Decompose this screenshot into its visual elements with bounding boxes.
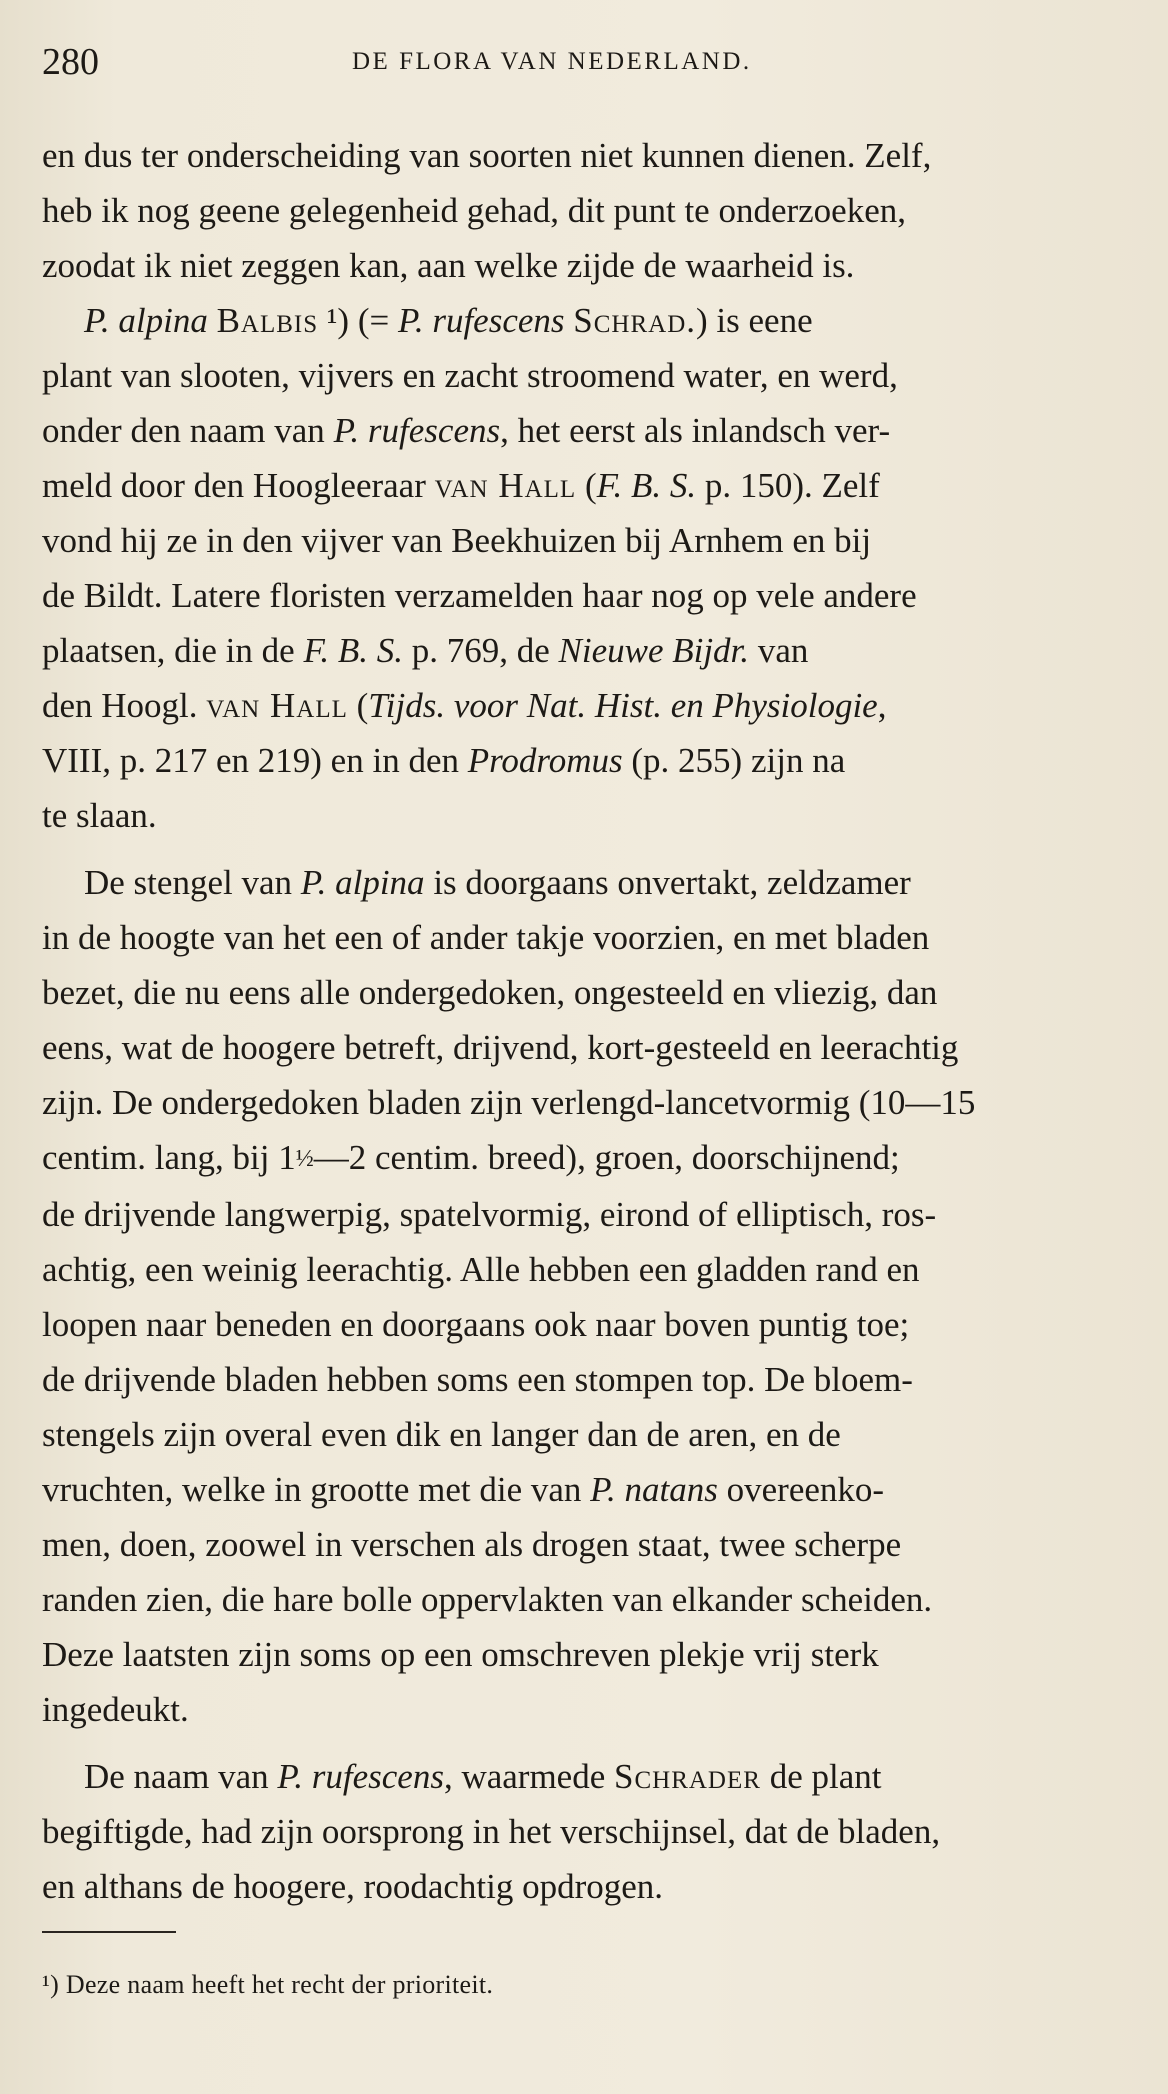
paragraph-1 xyxy=(42,128,1122,293)
text-run: De stengel van xyxy=(84,863,301,902)
species-name: P. alpina xyxy=(300,863,425,902)
text-run: onder den naam van xyxy=(42,411,334,450)
fraction: ½ xyxy=(295,1146,314,1172)
footnote-marker: ¹) xyxy=(42,1970,60,1999)
text-run: VIII, p. 217 en 219) en in den xyxy=(42,741,468,780)
paragraph-2 xyxy=(42,293,1122,843)
footnote xyxy=(42,1970,493,2000)
text-line: heb ik nog geene gelegenheid gehad, dit punt te onderzoeken, xyxy=(42,191,906,230)
text-line: vond hij ze in den vijver van Beekhuizen bij Arnhem en bij xyxy=(42,521,872,560)
reference-abbrev: F. B. S. xyxy=(303,631,403,670)
text-line: te slaan. xyxy=(42,796,157,835)
text-line: achtig, een weinig leerachtig. Alle hebben een gladden rand en xyxy=(42,1250,920,1289)
author-name: Schrader xyxy=(614,1757,761,1796)
text-run: , het eerst als inlandsch ver- xyxy=(500,411,891,450)
text-line: Deze laatsten zijn soms op een omschreven plekje vrij sterk xyxy=(42,1635,879,1674)
species-name: P. alpina xyxy=(84,301,208,340)
text-line: en dus ter onderscheiding van soorten niet kunnen dienen. Zelf, xyxy=(42,136,932,175)
text-line xyxy=(42,458,1122,513)
text-line xyxy=(42,1130,1122,1187)
text-line xyxy=(42,733,1122,788)
text-run: , waarmede xyxy=(443,1757,614,1796)
text-run: plaatsen, die in de xyxy=(42,631,304,670)
page-header xyxy=(42,40,1128,84)
text-line xyxy=(42,1462,1122,1517)
paragraph-4 xyxy=(42,1749,1122,1914)
text-run: p. 150). Zelf xyxy=(696,466,880,505)
author-name: Balbis xyxy=(216,301,319,340)
text-line xyxy=(42,293,1122,348)
text-line: en althans de hoogere, roodachtig opdrogen. xyxy=(42,1867,664,1906)
reference-abbrev: F. B. S. xyxy=(596,466,697,505)
text-line: bezet, die nu eens alle ondergedoken, ongesteeld en vliezig, dan xyxy=(42,973,938,1012)
text-run: van xyxy=(749,631,809,670)
page-number: 280 xyxy=(42,41,99,83)
text-run: den Hoogl. xyxy=(42,686,207,725)
text-line: begiftigde, had zijn oorsprong in het verschijnsel, dat de bladen, xyxy=(42,1812,941,1851)
text-line: zijn. De ondergedoken bladen zijn verlengd-lancetvormig (10—15 xyxy=(42,1083,976,1122)
species-name: P. rufescens xyxy=(277,1757,444,1796)
text-run: de plant xyxy=(760,1757,882,1796)
equals-sign: (= xyxy=(357,301,390,340)
text-line xyxy=(42,1749,1122,1804)
paragraph-3 xyxy=(42,855,1122,1737)
text-line: de drijvende langwerpig, spatelvormig, eirond of elliptisch, ros- xyxy=(42,1195,937,1234)
footnote-divider xyxy=(42,1931,176,1933)
running-title: DE FLORA VAN NEDERLAND. xyxy=(352,48,752,75)
footnote-text: Deze naam heeft het recht der prioriteit. xyxy=(65,1970,494,1999)
text-line: zoodat ik niet zeggen kan, aan welke zijde de waarheid is. xyxy=(42,246,855,285)
text-line: loopen naar beneden en doorgaans ook naar boven puntig toe; xyxy=(42,1305,910,1344)
text-run: (p. 255) zijn na xyxy=(622,741,846,780)
text-run: , xyxy=(877,686,887,725)
work-title: Tijds. voor Nat. Hist. en Physiologie xyxy=(368,686,878,725)
text-run: is doorgaans onvertakt, zeldzamer xyxy=(424,863,911,902)
text-line: men, doen, zoowel in verschen als drogen staat, twee scherpe xyxy=(42,1525,902,1564)
species-name: P. rufescens xyxy=(333,411,501,450)
text-line xyxy=(42,623,1122,678)
text-run: overeenko- xyxy=(717,1470,885,1509)
text-run: ( xyxy=(576,466,597,505)
species-name: P. natans xyxy=(590,1470,718,1509)
text-line xyxy=(42,855,1122,910)
author-name: van Hall xyxy=(434,466,577,505)
work-title: Nieuwe Bijdr. xyxy=(558,631,750,670)
author-name: van Hall xyxy=(206,686,348,725)
text-line: eens, wat de hoogere betreft, drijvend, kort-gesteeld en leerachtig xyxy=(42,1028,959,1067)
text-run: meld door den Hoogleeraar xyxy=(42,466,435,505)
species-name: P. rufescens xyxy=(397,301,565,340)
text-run: p. 769, de xyxy=(402,631,559,670)
text-line: de Bildt. Latere floristen verzamelden haar nog op vele andere xyxy=(42,576,917,615)
text-run: ( xyxy=(347,686,369,725)
footnote-marker: ¹) xyxy=(326,301,350,340)
text-run: —2 centim. breed), groen, doorschijnend; xyxy=(313,1138,900,1177)
text-line: ingedeukt. xyxy=(42,1690,189,1729)
text-run: centim. lang, bij 1 xyxy=(42,1138,296,1177)
text-line: de drijvende bladen hebben soms een stompen top. De bloem- xyxy=(42,1360,913,1399)
text-line: plant van slooten, vijvers en zacht stroomend water, en werd, xyxy=(42,356,898,395)
body-text xyxy=(42,128,1122,1914)
text-run: ) is eene xyxy=(696,301,813,340)
work-title: Prodromus xyxy=(467,741,623,780)
text-line xyxy=(42,403,1122,458)
text-line: stengels zijn overal even dik en langer dan de aren, en de xyxy=(42,1415,841,1454)
text-line xyxy=(42,678,1122,733)
text-line: randen zien, die hare bolle oppervlakten van elkander scheiden. xyxy=(42,1580,933,1619)
author-name: Schrad. xyxy=(573,301,697,340)
text-line: in de hoogte van het een of ander takje voorzien, en met bladen xyxy=(42,918,930,957)
text-run: vruchten, welke in grootte met die van xyxy=(42,1470,591,1509)
text-run: De naam van xyxy=(84,1757,278,1796)
